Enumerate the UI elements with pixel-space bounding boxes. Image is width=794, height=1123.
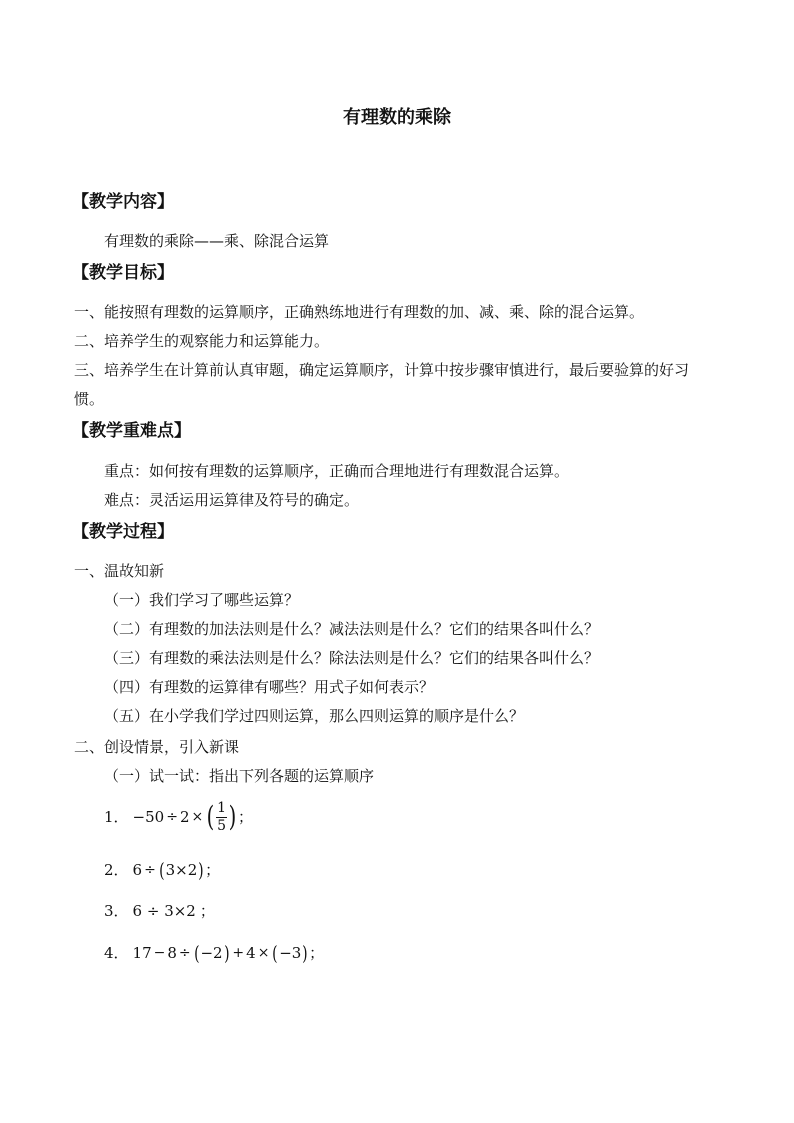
exercise-number: 1． [104, 808, 129, 826]
operand: 2 [179, 808, 190, 826]
right-paren: ) [228, 800, 237, 833]
terminator: ； [205, 861, 221, 879]
fraction-denominator: 5 [217, 817, 227, 834]
part-one-title: 一、温故知新 [74, 562, 165, 580]
exercise-4 [104, 941, 324, 965]
review-question: （四）有理数的运算律有哪些？用式子如何表示？ [104, 678, 435, 696]
operand: 8 [167, 944, 177, 962]
exercise-number: 3． [104, 902, 129, 920]
operand: −2 [200, 944, 223, 962]
divide-sign: ÷ [178, 945, 191, 961]
plus-sign: + [232, 945, 245, 961]
left-paren: ( [193, 941, 200, 965]
goal-item: 一、能按照有理数的运算顺序，正确熟练地进行有理数的加、减、乘、除的混合运算。 [74, 303, 645, 321]
teaching-content-heading: 【教学内容】 [72, 192, 174, 212]
goal-item: 三、培养学生在计算前认真审题，确定运算顺序，计算中按步骤审慎进行，最后要验算的好习 [74, 361, 690, 379]
operand: 17 [132, 944, 152, 962]
exercise-3 [104, 899, 215, 923]
operand: −3 [279, 944, 302, 962]
goal-item: 二、培养学生的观察能力和运算能力。 [74, 332, 330, 350]
divide-sign: ÷ [144, 862, 156, 878]
part-two-title: 二、创设情景，引入新课 [74, 738, 240, 756]
page-title: 有理数的乘除 [343, 107, 451, 128]
process-heading: 【教学过程】 [72, 522, 174, 542]
goal-item-continuation: 惯。 [74, 390, 105, 408]
exercise-number: 4． [104, 944, 129, 962]
operand: 4 [246, 944, 256, 962]
terminator: ； [199, 902, 215, 920]
teaching-goals-heading: 【教学目标】 [72, 263, 174, 283]
exercise-1 [104, 796, 253, 838]
inner-expression: 3×2 [165, 861, 198, 879]
expression: 6 ÷ 3×2 [132, 902, 196, 920]
review-question: （二）有理数的加法法则是什么？减法法则是什么？它们的结果各叫什么？ [104, 620, 600, 638]
multiply-sign: × [191, 809, 204, 825]
teaching-content-text: 有理数的乘除——乘、除混合运算 [104, 232, 330, 250]
left-paren: ( [159, 858, 165, 882]
right-paren: ) [302, 941, 308, 965]
right-paren: ) [223, 941, 230, 965]
part-two-subtitle: （一）试一试：指出下列各题的运算顺序 [104, 767, 375, 785]
keypoints-heading: 【教学重难点】 [72, 421, 191, 441]
terminator: ； [309, 944, 325, 962]
review-question: （三）有理数的乘法法则是什么？除法法则是什么？它们的结果各叫什么？ [104, 649, 600, 667]
terminator: ； [238, 808, 254, 826]
divide-sign: ÷ [166, 809, 178, 825]
operand: −50 [132, 808, 165, 826]
exercise-number: 2． [104, 861, 129, 879]
exercise-2 [104, 858, 220, 882]
operand: 6 [132, 861, 143, 879]
left-paren: ( [206, 800, 215, 833]
keypoint-item: 难点：灵活运用运算律及符号的确定。 [104, 491, 360, 509]
fraction [216, 800, 227, 835]
left-paren: ( [272, 941, 279, 965]
multiply-sign: × [257, 945, 270, 961]
review-question: （五）在小学我们学过四则运算，那么四则运算的顺序是什么？ [104, 707, 525, 725]
minus-sign: − [153, 945, 166, 961]
review-question: （一）我们学习了哪些运算？ [104, 591, 300, 609]
right-paren: ) [198, 858, 204, 882]
keypoint-item: 重点：如何按有理数的运算顺序，正确而合理地进行有理数混合运算。 [104, 462, 570, 480]
fraction-numerator: 1 [217, 799, 227, 816]
